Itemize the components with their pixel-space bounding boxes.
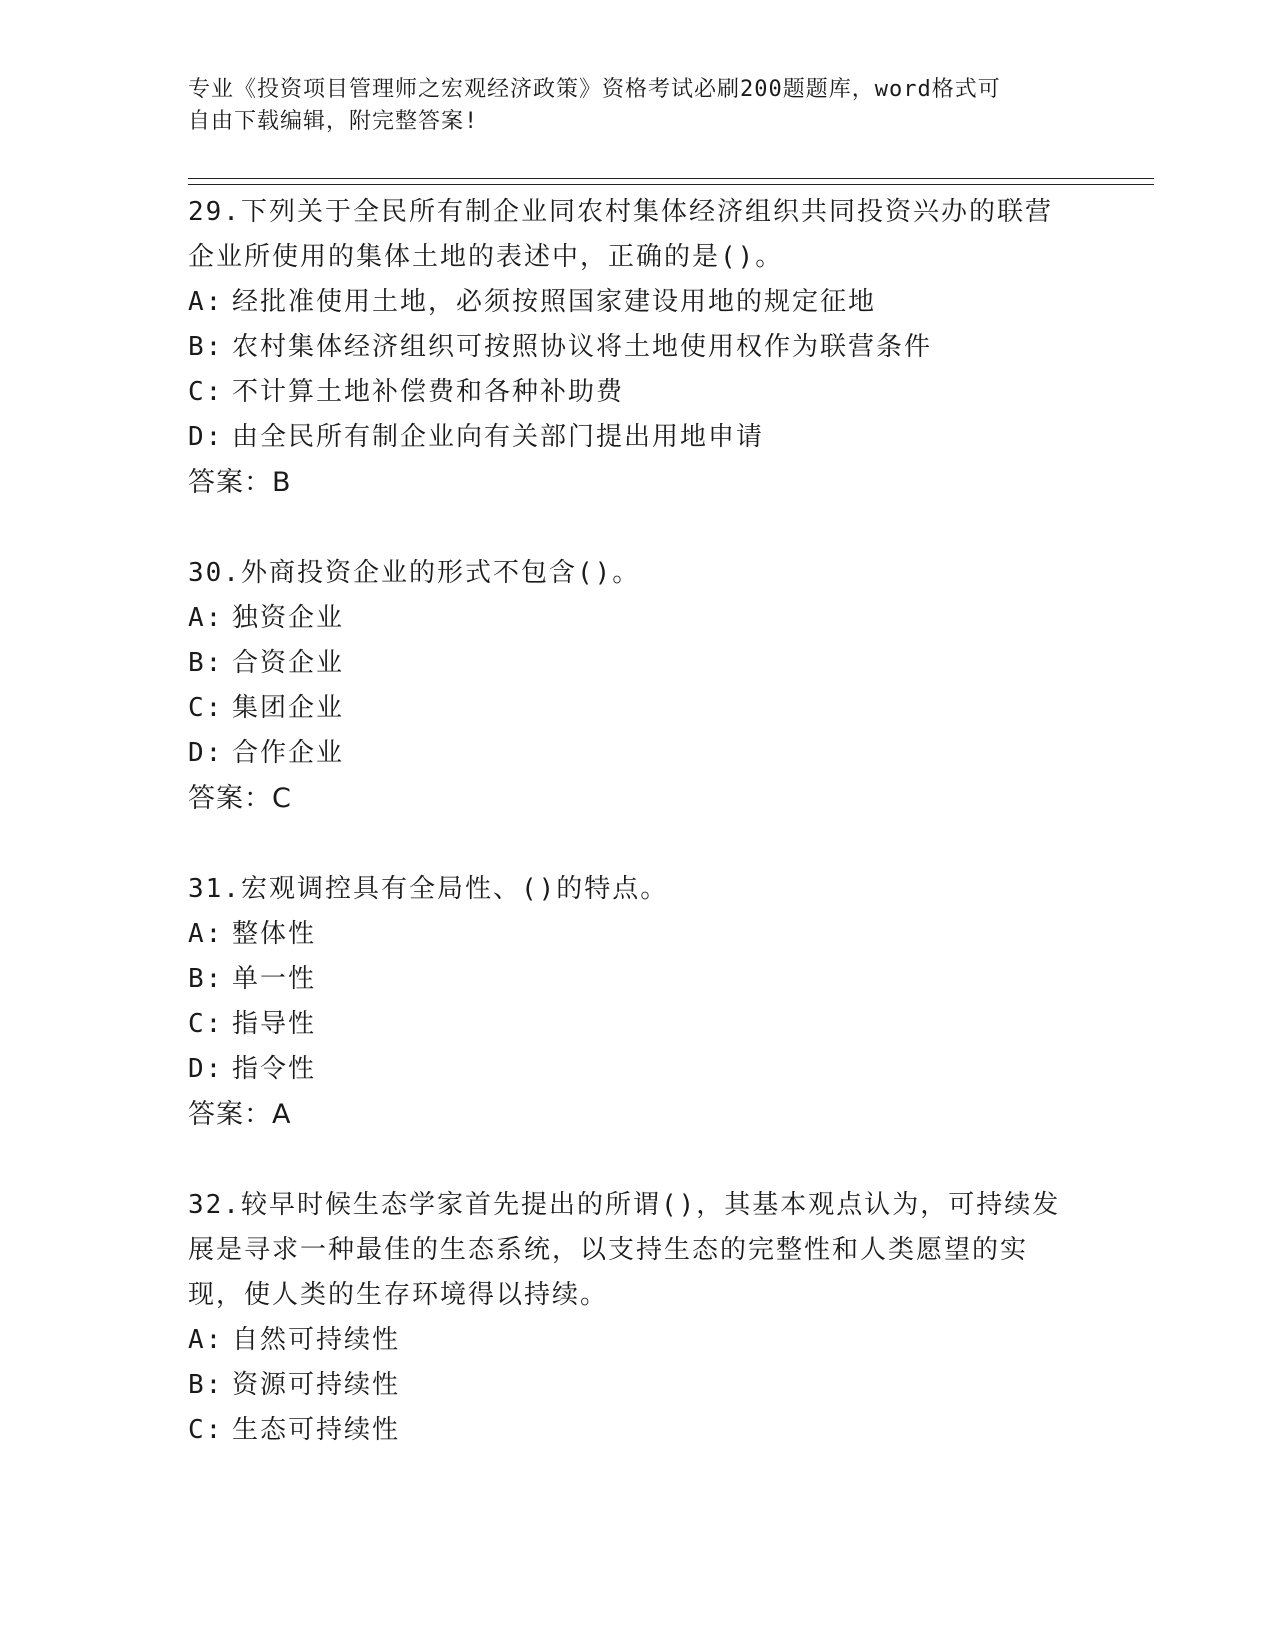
option-text: 农村集体经济组织可按照协议将土地使用权作为联营条件 xyxy=(232,332,933,362)
stem-line: 展是寻求一种最佳的生态系统，以支持生态的完整性和人类愿望的实 xyxy=(188,1235,1029,1265)
stem-line: 30.外商投资企业的形式不包含()。 xyxy=(188,558,641,588)
document-header xyxy=(188,74,1088,138)
question-32 xyxy=(188,1183,1088,1453)
answer-label: 答案：B xyxy=(188,467,292,498)
stem-line: 32.较早时候生态学家首先提出的所谓()，其基本观点认为，可持续发 xyxy=(188,1190,1061,1220)
option-c xyxy=(188,1002,1088,1047)
option-key: B: xyxy=(188,648,224,678)
option-b xyxy=(188,641,1088,686)
question-stem xyxy=(188,867,1088,912)
header-line-1: 专业《投资项目管理师之宏观经济政策》资格考试必刷200题题库，word格式可 xyxy=(188,77,1001,102)
option-key: B: xyxy=(188,964,224,994)
option-text: 合资企业 xyxy=(232,648,345,678)
header-divider-top xyxy=(188,178,1154,179)
option-key: C: xyxy=(188,377,224,407)
option-key: A: xyxy=(188,287,224,317)
option-key: A: xyxy=(188,919,224,949)
option-text: 不计算土地补偿费和各种补助费 xyxy=(232,377,625,407)
option-b xyxy=(188,957,1088,1002)
question-31 xyxy=(188,867,1088,1137)
option-a xyxy=(188,596,1088,641)
option-a xyxy=(188,912,1088,957)
stem-line: 31.宏观调控具有全局性、()的特点。 xyxy=(188,874,669,904)
option-key: B: xyxy=(188,332,224,362)
option-b xyxy=(188,1363,1088,1408)
option-text: 自然可持续性 xyxy=(232,1325,401,1355)
option-text: 生态可持续性 xyxy=(232,1415,401,1445)
answer-label: 答案：C xyxy=(188,783,292,814)
answer-label: 答案：A xyxy=(188,1099,292,1130)
option-key: C: xyxy=(188,1009,224,1039)
stem-line: 现，使人类的生存环境得以持续。 xyxy=(188,1280,609,1310)
option-c xyxy=(188,686,1088,731)
option-key: D: xyxy=(188,1054,224,1084)
option-text: 整体性 xyxy=(232,919,317,949)
option-text: 资源可持续性 xyxy=(232,1370,401,1400)
question-stem xyxy=(188,551,1088,596)
option-text: 合作企业 xyxy=(232,738,345,768)
option-c xyxy=(188,1408,1088,1453)
option-d xyxy=(188,415,1088,460)
option-key: D: xyxy=(188,738,224,768)
option-key: B: xyxy=(188,1370,224,1400)
option-a xyxy=(188,280,1088,325)
option-text: 集团企业 xyxy=(232,693,345,723)
option-text: 指令性 xyxy=(232,1054,317,1084)
option-key: C: xyxy=(188,693,224,723)
question-list xyxy=(188,190,1088,1499)
option-text: 独资企业 xyxy=(232,603,345,633)
option-text: 经批准使用土地，必须按照国家建设用地的规定征地 xyxy=(232,287,877,317)
option-a xyxy=(188,1318,1088,1363)
question-stem xyxy=(188,1183,1088,1318)
question-29 xyxy=(188,190,1088,505)
option-d xyxy=(188,1047,1088,1092)
option-text: 由全民所有制企业向有关部门提出用地申请 xyxy=(232,422,765,452)
question-30 xyxy=(188,551,1088,821)
option-key: D: xyxy=(188,422,224,452)
option-c xyxy=(188,370,1088,415)
option-text: 指导性 xyxy=(232,1009,317,1039)
option-key: A: xyxy=(188,1325,224,1355)
header-divider-bottom xyxy=(188,184,1154,185)
header-line-2: 自由下载编辑，附完整答案! xyxy=(188,109,479,134)
option-b xyxy=(188,325,1088,370)
stem-line: 企业所使用的集体土地的表述中，正确的是()。 xyxy=(188,242,784,272)
stem-line: 29.下列关于全民所有制企业同农村集体经济组织共同投资兴办的联营 xyxy=(188,197,1053,227)
option-key: A: xyxy=(188,603,224,633)
question-stem xyxy=(188,190,1088,280)
option-d xyxy=(188,731,1088,776)
option-text: 单一性 xyxy=(232,964,317,994)
option-key: C: xyxy=(188,1415,224,1445)
